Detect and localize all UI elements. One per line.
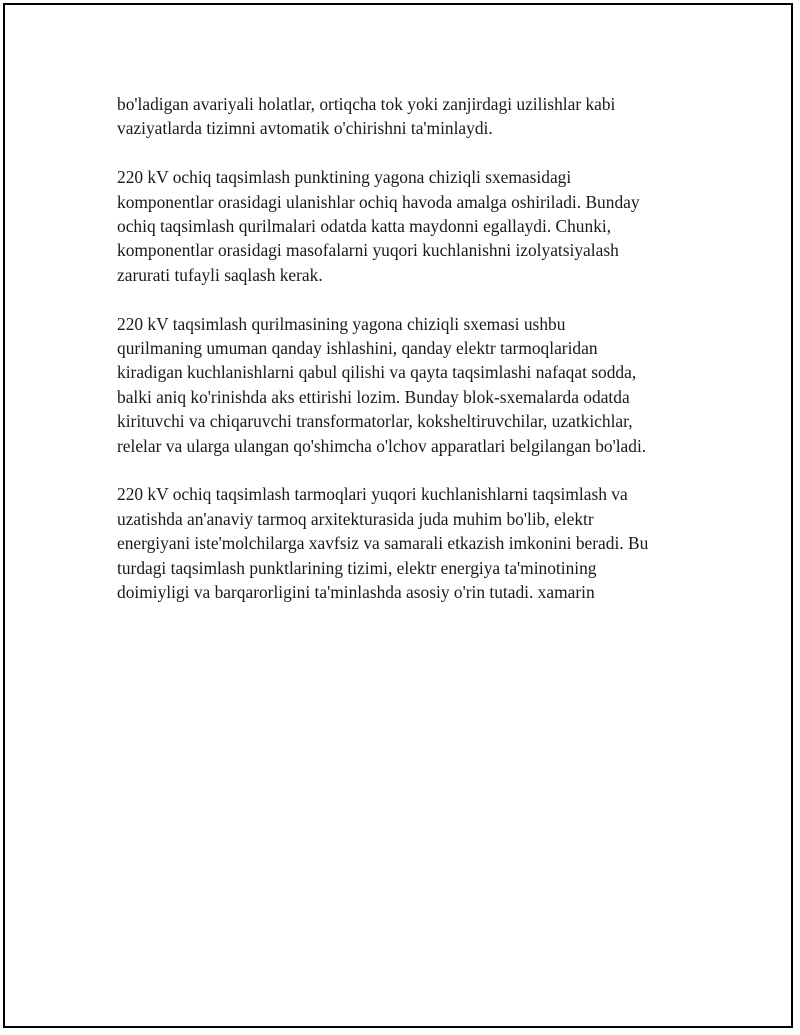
document-body <box>117 92 697 629</box>
paragraph-emergency-shutdown: bo'ladigan avariyali holatlar, ortiqcha tok yoki zanjirdagi uzilishlar kabi vaziyatlarda tizimni avtomatik o'chirishni ta'minlaydi. <box>117 94 616 139</box>
paragraph-single-line-diagram: 220 kV taqsimlash qurilmasining yagona chiziqli sxemasi ushbu qurilmaning umuman qanday ishlashini, qanday elektr tarmoqlaridan kiradigan kuchlanishlarni qabul qilishi va qayta taqsimlashi nafaqat sodda, balki aniq ko'rinishda aks ettirishi lozim. Bunday blok-sxemalarda odatda kirituvchi va chiqaruvchi transformatorlar, koksheltiruvchilar, uzatkichlar, relelar va ularga ulangan qo'shimcha o'lchov apparatlari belgilangan bo'ladi. <box>117 313 647 456</box>
paragraph-open-switchgear-connections: 220 kV ochiq taqsimlash punktining yagona chiziqli sxemasidagi komponentlar orasidagi ulanishlar ochiq havoda amalga oshiriladi. Bunday ochiq taqsimlash qurilmalari odatda katta maydonni egallaydi. Chunki, komponentlar orasidagi masofalarni yuqori kuchlanishni izolyatsiyalash zarurati tufayli saqlash kerak. <box>117 167 640 285</box>
paragraph-distribution-networks: 220 kV ochiq taqsimlash tarmoqlari yuqori kuchlanishlarni taqsimlash va uzatishda an'anaviy tarmoq arxitekturasida juda muhim bo'lib, elektr energiyani iste'molchilarga xavfsiz va samarali etkazish imkonini beradi. Bu turdagi taqsimlash punktlarining tizimi, elektr energiya ta'minotining doimiyligi va barqarorligini ta'minlashda asosiy o'rin tutadi. xamarin <box>117 484 649 603</box>
